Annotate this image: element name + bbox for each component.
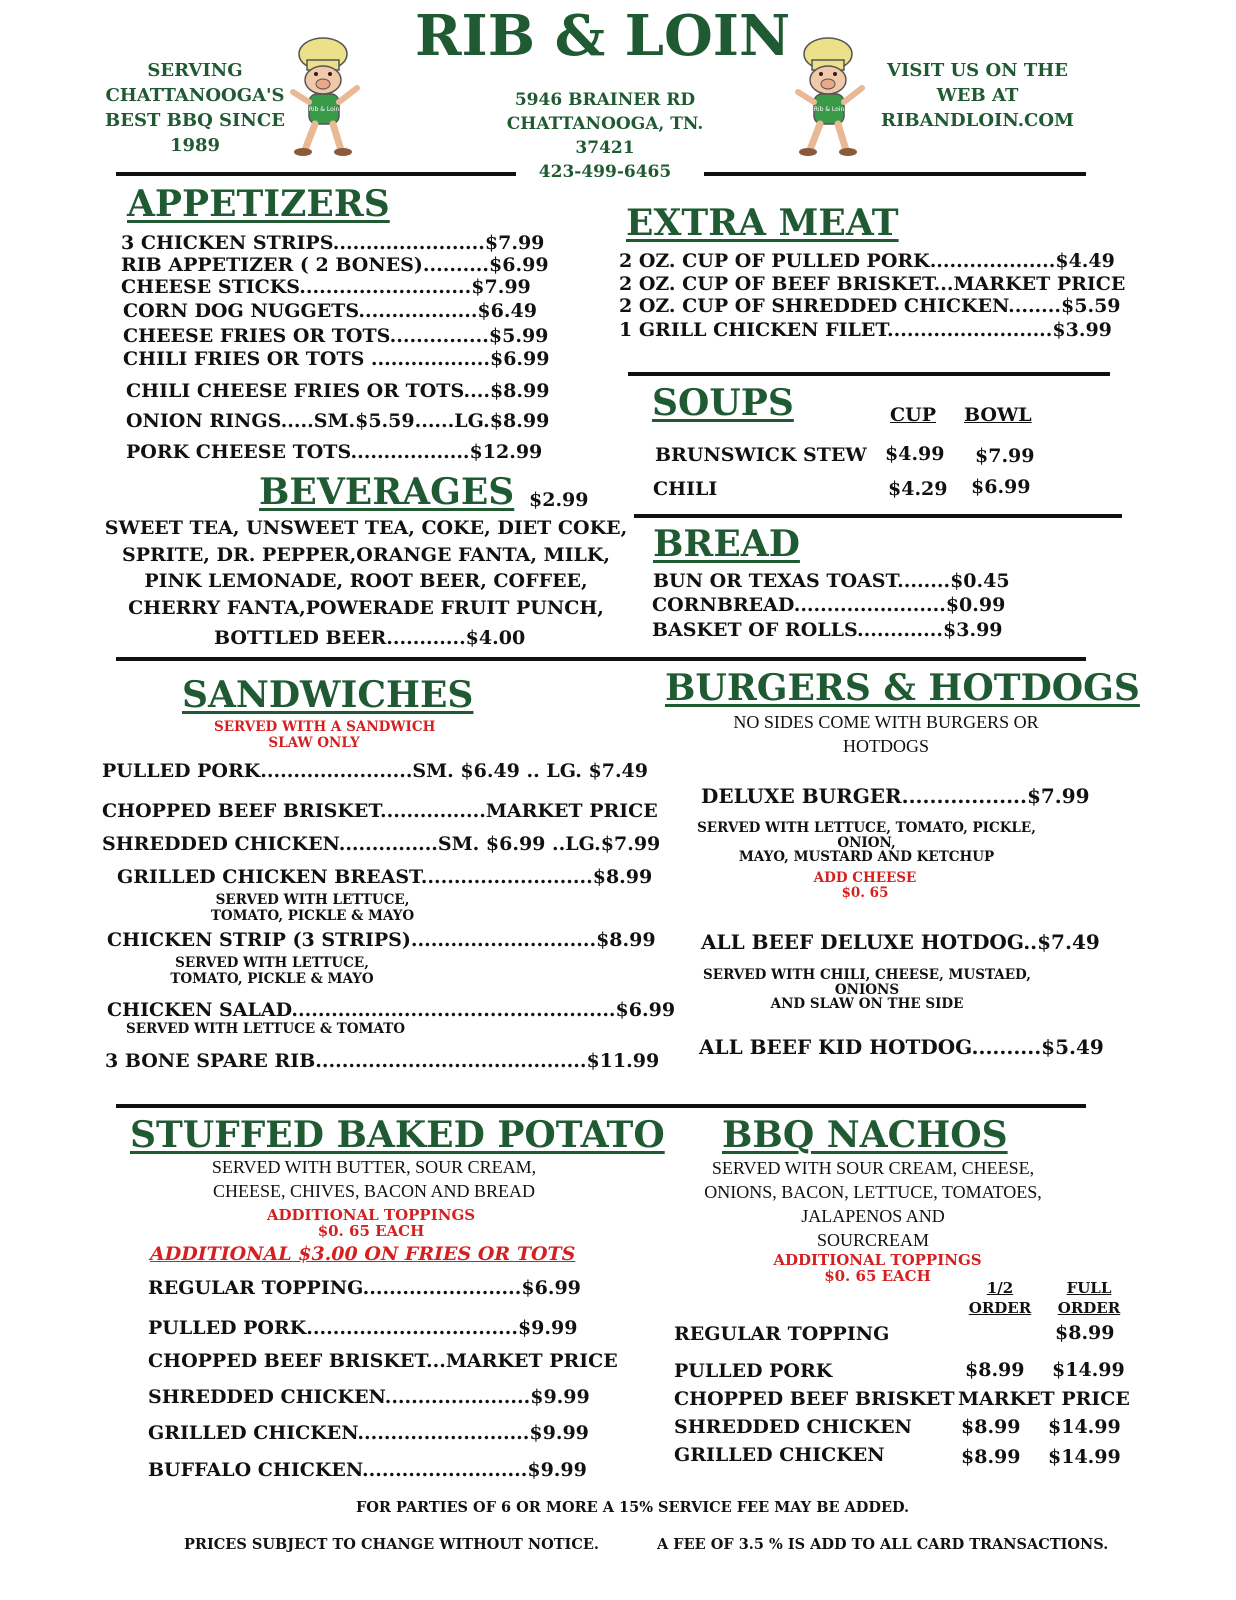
- beverage-line: SWEET TEA, UNSWEET TEA, COKE, DIET COKE,: [104, 517, 628, 539]
- sandwiches-heading: SANDWICHES: [182, 674, 474, 716]
- nachos-row-name: PULLED PORK: [674, 1360, 833, 1382]
- slogan-line: 1989: [169, 135, 221, 156]
- nachos-row-name: REGULAR TOPPING: [674, 1323, 890, 1345]
- menu-item: DELUXE BURGER..................$7.99: [701, 784, 1090, 808]
- menu-item: CORNBREAD.......................$0.99: [652, 594, 1006, 616]
- beverage-line: CHERRY FANTA,POWERADE FRUIT PUNCH,: [128, 596, 604, 619]
- menu-item: PORK CHEESE TOTS..................$12.99: [126, 441, 543, 463]
- menu-item: REGULAR TOPPING........................$6.99: [148, 1277, 581, 1299]
- nachos-full-price: $14.99: [1048, 1446, 1121, 1468]
- menu-item: GRILLED CHICKEN..........................$9.99: [148, 1422, 589, 1444]
- slogan-line: SERVING: [147, 60, 243, 81]
- description-line: JALAPENOS AND: [801, 1206, 945, 1226]
- burgers-note: [686, 710, 1086, 759]
- menu-item: CORN DOG NUGGETS..................$6.49: [123, 300, 537, 322]
- description-line: AND SLAW ON THE SIDE: [770, 996, 964, 1012]
- nachos-full-price: $14.99: [1048, 1416, 1121, 1438]
- website-note: [870, 58, 1085, 133]
- soups-heading: SOUPS: [652, 382, 794, 424]
- soup-cup-price: $4.99: [885, 443, 945, 465]
- beverages-heading: BEVERAGES: [259, 471, 515, 513]
- soup-bowl-price: $6.99: [971, 476, 1031, 498]
- nachos-half-price: $8.99: [961, 1416, 1021, 1438]
- soup-col-cup: CUP: [890, 404, 936, 426]
- extra-meat-heading: EXTRA MEAT: [626, 202, 899, 244]
- menu-item: 2 OZ. CUP OF PULLED PORK...................$4.49: [619, 250, 1115, 272]
- beverage-list: [96, 515, 636, 621]
- item-description: SERVED WITH LETTUCE & TOMATO: [126, 1021, 406, 1037]
- mascot-shirt-text: Rib & Loin: [308, 106, 340, 113]
- nachos-half-price: $8.99: [961, 1446, 1021, 1468]
- potato-description: [174, 1155, 574, 1203]
- menu-item: SHREDDED CHICKEN...............SM. $6.99 ..LG.$7.99: [102, 833, 661, 855]
- restaurant-title: RIB & LOIN: [415, 3, 791, 69]
- beverage-price: $2.99: [529, 489, 589, 511]
- nachos-row-name: CHOPPED BEEF BRISKET: [674, 1388, 955, 1410]
- beverage-line: SPRITE, DR. PEPPER,ORANGE FANTA, MILK,: [122, 543, 610, 566]
- menu-item: ONION RINGS.....SM.$5.59......LG.$8.99: [126, 410, 550, 432]
- potato-heading: STUFFED BAKED POTATO: [130, 1114, 665, 1156]
- website-line: WEB AT: [936, 85, 1019, 106]
- bread-heading: BREAD: [653, 523, 800, 565]
- add-cheese-price: $0. 65: [841, 885, 889, 901]
- description-line: SERVED WITH BUTTER, SOUR CREAM,: [211, 1157, 537, 1177]
- slogan-line: CHATTANOOGA'S: [105, 85, 285, 106]
- menu-item: BUN OR TEXAS TOAST........$0.45: [653, 570, 1010, 592]
- add-cheese: [795, 871, 935, 901]
- menu-item: 3 CHICKEN STRIPS.......................$7.99: [121, 232, 545, 254]
- col-full-line: FULL: [1066, 1279, 1112, 1297]
- add-cheese-label: ADD CHEESE: [813, 870, 917, 886]
- menu-item: BASKET OF ROLLS.............$3.99: [652, 619, 1003, 641]
- nachos-half-price: $8.99: [965, 1359, 1025, 1381]
- menu-item: 3 BONE SPARE RIB.........................................$11.99: [105, 1050, 660, 1072]
- menu-item: 2 OZ. CUP OF SHREDDED CHICKEN........$5.59: [619, 295, 1121, 317]
- nachos-row-name: SHREDDED CHICKEN: [674, 1416, 912, 1438]
- menu-item: CHILI CHEESE FRIES OR TOTS....$8.99: [126, 380, 550, 402]
- col-half-line: ORDER: [968, 1299, 1032, 1317]
- description-line: TOMATO, PICKLE & MAYO: [170, 970, 374, 987]
- card-fee-note: A FEE OF 3.5 % IS ADD TO ALL CARD TRANSACTIONS.: [657, 1536, 1109, 1553]
- menu-item: CHICKEN STRIP (3 STRIPS)............................$8.99: [107, 929, 656, 951]
- pig-mascot-right: [788, 32, 870, 160]
- divider: [116, 172, 516, 176]
- nachos-half-price: MARKET PRICE: [958, 1388, 1130, 1410]
- bottled-beer: BOTTLED BEER............$4.00: [214, 627, 526, 649]
- description-line: ONIONS, BACON, LETTUCE, TOMATOES,: [704, 1182, 1042, 1202]
- extra-label: ADDITIONAL TOPPINGS: [773, 1251, 982, 1269]
- address-phone: 423-499-6465: [538, 162, 672, 182]
- prices-note: PRICES SUBJECT TO CHANGE WITHOUT NOTICE.: [184, 1536, 599, 1553]
- extra-price: $0. 65 EACH: [317, 1222, 425, 1240]
- website-url: RIBANDLOIN.COM: [881, 110, 1074, 131]
- menu-item: SHREDDED CHICKEN......................$9.99: [148, 1386, 590, 1408]
- item-description: [694, 821, 1039, 865]
- item-description: [157, 956, 387, 987]
- menu-item: PULLED PORK................................$9.99: [148, 1317, 578, 1339]
- fries-note: ADDITIONAL $3.00 ON FRIES OR TOTS: [150, 1243, 576, 1265]
- description-line: SERVED WITH LETTUCE,: [175, 955, 369, 971]
- menu-item: PULLED PORK.......................SM. $6.49 .. LG. $7.49: [102, 760, 648, 782]
- sandwich-note-line: SERVED WITH A SANDWICH: [214, 719, 436, 735]
- mascot-shirt-text: Rib & Loin: [813, 106, 845, 113]
- item-description: [697, 968, 1037, 1012]
- col-half-line: 1/2: [986, 1279, 1014, 1297]
- divider: [116, 657, 1086, 661]
- soup-bowl-price: $7.99: [975, 445, 1035, 467]
- menu-item: CHOPPED BEEF BRISKET................MARKET PRICE: [102, 800, 658, 822]
- description-line: SOURCREAM: [816, 1230, 930, 1250]
- description-line: ONION,: [837, 834, 896, 851]
- menu-item: 1 GRILL CHICKEN FILET.........................$3.99: [619, 319, 1112, 341]
- description-line: SERVED WITH SOUR CREAM, CHEESE,: [711, 1158, 1035, 1178]
- nachos-heading: BBQ NACHOS: [722, 1114, 1008, 1156]
- address-city: CHATTANOOGA, TN.: [506, 114, 704, 134]
- col-full-line: ORDER: [1057, 1299, 1121, 1317]
- menu-item: CHEESE FRIES OR TOTS...............$5.99: [123, 325, 549, 347]
- nachos-col-half: [958, 1278, 1042, 1318]
- burgers-note-line: HOTDOGS: [842, 736, 929, 757]
- menu-item: CHOPPED BEEF BRISKET...MARKET PRICE: [148, 1350, 618, 1372]
- service-fee-note: FOR PARTIES OF 6 OR MORE A 15% SERVICE FEE MAY BE ADDED.: [356, 1499, 910, 1516]
- divider: [628, 372, 1110, 376]
- menu-item: 2 OZ. CUP OF BEEF BRISKET...MARKET PRICE: [619, 273, 1126, 295]
- divider: [634, 514, 1122, 518]
- description-line: ONIONS: [834, 981, 900, 998]
- description-line: TOMATO, PICKLE & MAYO: [210, 907, 415, 924]
- description-line: MAYO, MUSTARD AND KETCHUP: [738, 849, 995, 865]
- menu-item: RIB APPETIZER ( 2 BONES)..........$6.99: [121, 254, 549, 276]
- item-description: [200, 893, 425, 924]
- menu-item: CHICKEN SALAD.................................................$6.99: [107, 999, 676, 1021]
- soup-col-bowl: BOWL: [964, 404, 1032, 426]
- soup-name: BRUNSWICK STEW: [655, 444, 867, 466]
- menu-item: BUFFALO CHICKEN.........................$9.99: [148, 1459, 587, 1481]
- appetizers-heading: APPETIZERS: [127, 183, 390, 225]
- extra-label: ADDITIONAL TOPPINGS: [266, 1206, 476, 1224]
- menu-item: CHEESE STICKS..........................$7.99: [121, 276, 531, 298]
- soup-cup-price: $4.29: [888, 478, 948, 500]
- menu-item: ALL BEEF DELUXE HOTDOG..$7.49: [701, 930, 1100, 954]
- beverage-line: PINK LEMONADE, ROOT BEER, COFFEE,: [144, 570, 588, 592]
- sandwich-note: [214, 719, 436, 751]
- nachos-description: [673, 1156, 1073, 1252]
- divider: [704, 172, 1086, 176]
- menu-item: ALL BEEF KID HOTDOG..........$5.49: [699, 1035, 1104, 1059]
- description-line: SERVED WITH CHILI, CHEESE, MUSTAED,: [703, 967, 1031, 983]
- divider: [116, 1104, 1086, 1108]
- address-street: 5946 BRAINER RD: [514, 90, 696, 110]
- sandwich-note-line: SLAW ONLY: [268, 734, 360, 751]
- nachos-row-name: GRILLED CHICKEN: [674, 1444, 885, 1466]
- address-zip: 37421: [575, 138, 635, 158]
- potato-extra-toppings: [240, 1207, 502, 1239]
- menu-item: GRILLED CHICKEN BREAST..........................$8.99: [117, 866, 653, 888]
- extra-price: $0. 65 EACH: [824, 1267, 931, 1285]
- website-line: VISIT US ON THE: [887, 60, 1068, 81]
- description-line: SERVED WITH LETTUCE, TOMATO, PICKLE,: [697, 820, 1036, 836]
- description-line: CHEESE, CHIVES, BACON AND BREAD: [212, 1181, 536, 1201]
- soup-name: CHILI: [653, 478, 718, 500]
- address: [490, 88, 720, 184]
- nachos-full-price: $14.99: [1052, 1359, 1125, 1381]
- burgers-note-line: NO SIDES COME WITH BURGERS OR: [733, 712, 1039, 732]
- burgers-heading: BURGERS & HOTDOGS: [665, 667, 1140, 709]
- nachos-full-price: $8.99: [1055, 1322, 1115, 1344]
- description-line: SERVED WITH LETTUCE,: [215, 892, 410, 908]
- nachos-col-full: [1054, 1278, 1124, 1318]
- menu-item: CHILI FRIES OR TOTS ..................$6.99: [123, 348, 550, 370]
- slogan: [100, 58, 290, 158]
- pig-mascot-left: [283, 32, 365, 160]
- slogan-line: BEST BBQ SINCE: [105, 110, 285, 131]
